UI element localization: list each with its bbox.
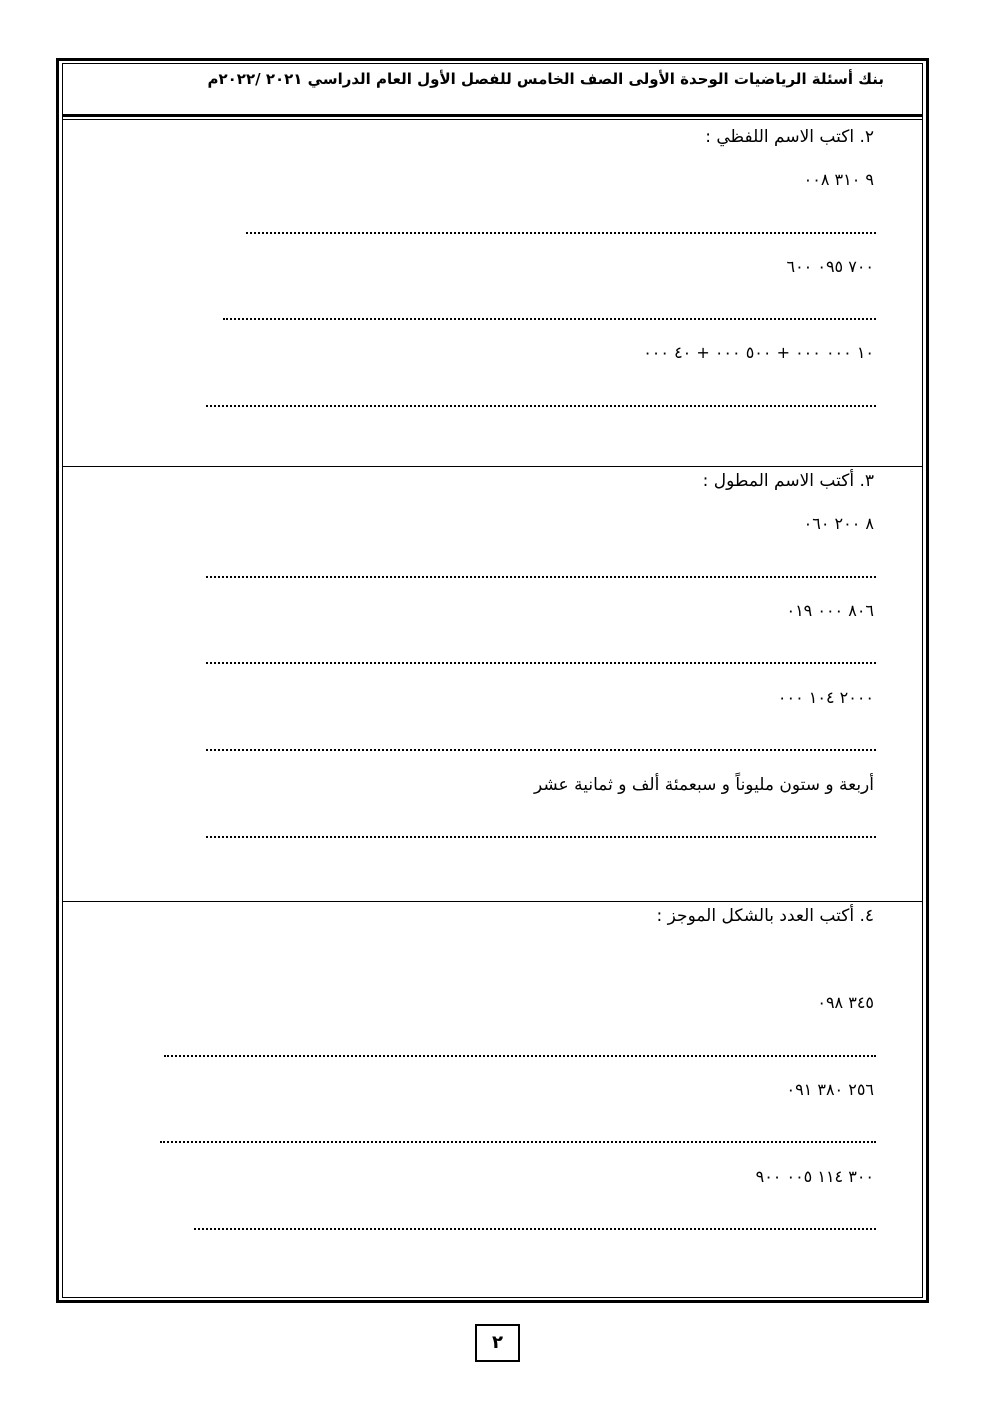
answer-line[interactable] — [206, 652, 876, 664]
question-4-item-1: ٣٤٥ ٠٩٨ — [817, 993, 874, 1012]
answer-line[interactable] — [206, 826, 876, 838]
question-2-item-3: ١٠ ٠٠٠ ٠٠٠ + ٥٠٠ ٠٠٠ + ٤٠ ٠٠٠ — [643, 343, 874, 362]
answer-line[interactable] — [206, 566, 876, 578]
question-4-title: ٤. أكتب العدد بالشكل الموجز : — [656, 906, 874, 926]
answer-line[interactable] — [246, 222, 876, 234]
question-4-item-3: ٣٠٠ ١١٤ ٠٠٥ ٩٠٠ — [755, 1167, 874, 1186]
answer-line[interactable] — [206, 395, 876, 407]
question-3-title: ٣. أكتب الاسم المطول : — [702, 471, 874, 491]
answer-line[interactable] — [206, 739, 876, 751]
question-2-item-2: ٧٠٠ ٠٩٥ ٦٠٠ — [786, 257, 874, 276]
page-frame-inner — [62, 63, 923, 1298]
answer-line[interactable] — [194, 1218, 876, 1230]
header-divider — [62, 114, 923, 117]
question-2-item-1: ٩ ٣١٠ ٠٠٨ — [803, 170, 874, 189]
question-4-item-2: ٢٥٦ ٣٨٠ ٠٩١ — [786, 1080, 874, 1099]
answer-line[interactable] — [164, 1045, 876, 1057]
question-3-item-1: ٨ ٢٠٠ ٠٦٠ — [803, 514, 874, 533]
section-divider-2 — [62, 901, 923, 902]
section-divider-1 — [62, 466, 923, 467]
document-title: بنك أسئلة الرياضيات الوحدة الأولى الصف الخامس للفصل الأول العام الدراسي ٢٠٢١ /٢٠٢٢م — [207, 70, 884, 88]
page-number: ٢ — [475, 1324, 520, 1362]
question-3-item-4: أربعة و ستون مليوناً و سبعمئة ألف و ثمانية عشر — [534, 775, 874, 795]
question-3-item-2: ٨٠٦ ٠٠٠ ٠١٩ — [786, 601, 874, 620]
answer-line[interactable] — [223, 308, 876, 320]
header-divider-thin — [62, 119, 923, 120]
answer-line[interactable] — [160, 1131, 876, 1143]
question-2-title: ٢. اكتب الاسم اللفظي : — [705, 127, 874, 147]
question-3-item-3: ٢٠٠٠ ١٠٤ ٠٠٠ — [777, 688, 874, 707]
